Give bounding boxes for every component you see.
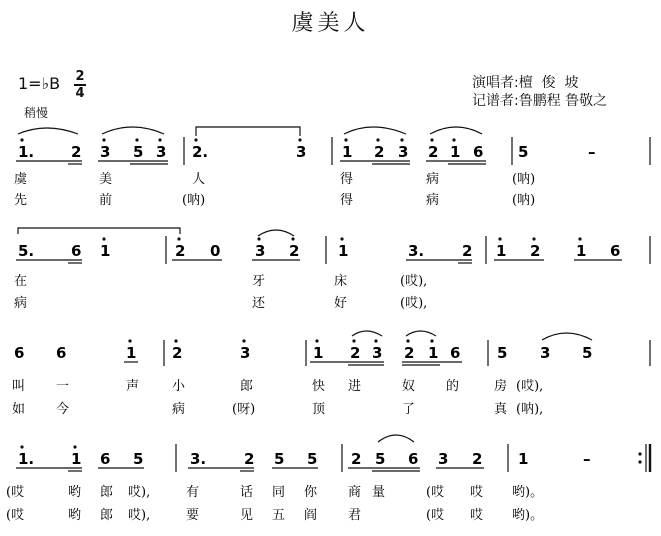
lyric: 病 xyxy=(426,172,440,187)
lyric: 五 xyxy=(272,508,286,523)
note: 3 xyxy=(438,450,449,468)
lyric: 哎 xyxy=(470,508,484,523)
octave-dots xyxy=(20,445,641,463)
time-signature-top: 2 xyxy=(75,69,85,84)
lyric: 了 xyxy=(402,402,416,417)
note: 1 xyxy=(518,450,529,468)
note: 3 xyxy=(398,143,409,161)
lyric: 快 xyxy=(312,379,326,394)
lyric: (哎), xyxy=(400,274,428,289)
beams-slurs xyxy=(124,331,650,366)
note: – xyxy=(583,450,591,468)
lyric: 叫 xyxy=(12,379,26,394)
octave-dots xyxy=(102,237,581,240)
beams-slurs xyxy=(16,127,650,165)
singer-name: 檀 俊 坡 xyxy=(518,75,579,91)
lyric: 在 xyxy=(14,274,28,289)
note: 5 xyxy=(274,450,285,468)
lyric: (呐) xyxy=(512,172,536,187)
note: 1 xyxy=(313,344,324,362)
octave-dots xyxy=(20,138,455,141)
lyric: (哎 xyxy=(426,508,445,523)
note: 2 xyxy=(428,143,439,161)
lyric: 哎 xyxy=(470,485,484,500)
lyric: 美 xyxy=(99,172,113,187)
lyric: (哎 xyxy=(6,485,25,500)
singer-label: 演唱者: xyxy=(472,75,519,91)
note: 2 xyxy=(530,242,541,260)
lyric: 哟 xyxy=(68,508,82,523)
system-1 xyxy=(14,127,650,208)
note: 3 xyxy=(240,344,251,362)
note: 2 xyxy=(71,143,82,161)
lyric: 房 xyxy=(494,379,508,394)
note: 1 xyxy=(450,143,461,161)
lyric: 的 xyxy=(446,379,460,394)
lyric: 声 xyxy=(126,379,140,394)
lyric: 你 xyxy=(304,485,318,500)
note: 5 xyxy=(582,344,593,362)
lyric: 好 xyxy=(334,296,348,311)
lyric: (呐) xyxy=(182,193,206,208)
note: 3 xyxy=(255,242,266,260)
note: 3 xyxy=(540,344,551,362)
note: 5 xyxy=(133,450,144,468)
lyric: 哟)。 xyxy=(512,485,544,500)
note: 6 xyxy=(100,450,111,468)
note: 1 xyxy=(576,242,587,260)
note: 1. xyxy=(18,143,35,161)
lyric: 如 xyxy=(12,402,26,417)
lyric: 人 xyxy=(192,172,206,187)
note: 3 xyxy=(100,143,111,161)
lyric: 虞 xyxy=(14,172,28,187)
lyric: 进 xyxy=(348,379,362,394)
note: 3 xyxy=(156,143,167,161)
lyric: 床 xyxy=(334,274,348,289)
note: 2 xyxy=(351,450,362,468)
lyric: 君 xyxy=(348,508,362,523)
key-signature: 1=♭B xyxy=(18,74,61,93)
note: 1 xyxy=(338,242,349,260)
lyric: (呐), xyxy=(516,402,544,417)
lyric: (哎), xyxy=(516,379,544,394)
lyric: 先 xyxy=(14,193,28,208)
lyric: 哎), xyxy=(128,508,151,523)
note: 6 xyxy=(71,242,82,260)
lyric: 一 xyxy=(56,379,70,394)
note: – xyxy=(588,143,596,161)
lyric: 见 xyxy=(240,508,254,523)
lyric: 奴 xyxy=(402,379,416,394)
note: 6 xyxy=(408,450,419,468)
note: 6 xyxy=(450,344,461,362)
note: 2 xyxy=(289,242,300,260)
note: 1. xyxy=(18,450,35,468)
lyric: (哎 xyxy=(6,508,25,523)
note: 1 xyxy=(126,344,137,362)
lyric: 小 xyxy=(172,379,186,394)
note: 2 xyxy=(172,344,183,362)
note: 2 xyxy=(175,242,186,260)
note: 2. xyxy=(192,143,209,161)
lyric: 要 xyxy=(186,508,200,523)
octave-dots xyxy=(128,339,433,342)
note: 2 xyxy=(374,143,385,161)
note: 3 xyxy=(372,344,383,362)
lyric: 哟)。 xyxy=(512,508,544,523)
note: 3. xyxy=(408,242,425,260)
recorder-label: 记谱者: xyxy=(472,93,519,109)
note: 5. xyxy=(18,242,35,260)
note: 5 xyxy=(497,344,508,362)
lyric: 哟 xyxy=(68,485,82,500)
note: 6 xyxy=(610,242,621,260)
lyric: 得 xyxy=(340,193,354,208)
note: 1 xyxy=(100,242,111,260)
lyric: 郎 xyxy=(100,485,114,500)
note: 5 xyxy=(375,450,386,468)
system-4 xyxy=(6,435,650,523)
lyric: (呀) xyxy=(232,402,256,417)
beams-slurs xyxy=(16,228,650,264)
note: 1 xyxy=(428,344,439,362)
note: 5 xyxy=(307,450,318,468)
note: 6 xyxy=(56,344,67,362)
lyric: 哎), xyxy=(128,485,151,500)
lyric: 病 xyxy=(172,402,186,417)
note: 3 xyxy=(296,143,307,161)
lyric: 商 xyxy=(348,485,362,500)
lyric: 有 xyxy=(186,485,200,500)
lyric: 顶 xyxy=(312,402,326,417)
time-signature-bottom: 4 xyxy=(75,85,85,101)
lyric: 阎 xyxy=(304,508,318,523)
lyric: 牙 xyxy=(252,274,266,289)
lyric: 病 xyxy=(426,193,440,208)
note: 6 xyxy=(473,143,484,161)
note: 2 xyxy=(462,242,473,260)
note: 6 xyxy=(14,344,25,362)
lyric: 郎 xyxy=(100,508,114,523)
lyric: (哎 xyxy=(426,485,445,500)
note: 1 xyxy=(71,450,82,468)
note: 5 xyxy=(518,143,529,161)
note: 3. xyxy=(190,450,207,468)
tempo-marking: 稍慢 xyxy=(24,106,49,120)
lyric: 得 xyxy=(340,172,354,187)
recorder-name: 鲁鹏程 鲁敬之 xyxy=(518,93,608,109)
lyric: 真 xyxy=(494,402,508,417)
beams-slurs xyxy=(16,435,650,472)
lyric: 量 xyxy=(372,485,386,500)
note: 1 xyxy=(342,143,353,161)
lyric: 今 xyxy=(56,402,70,417)
note: 2 xyxy=(350,344,361,362)
note: 2 xyxy=(404,344,415,362)
lyric: 话 xyxy=(240,485,254,500)
system-2 xyxy=(14,228,650,311)
lyric: (呐) xyxy=(512,193,536,208)
note: 2 xyxy=(244,450,255,468)
lyric: 前 xyxy=(99,193,113,208)
lyric: (哎), xyxy=(400,296,428,311)
lyric: 还 xyxy=(252,296,266,311)
note: 1 xyxy=(496,242,507,260)
lyric: 郎 xyxy=(240,379,254,394)
note: 5 xyxy=(133,143,144,161)
song-title: 虞美人 xyxy=(291,11,370,36)
lyric: 同 xyxy=(272,485,286,500)
note: 0 xyxy=(210,242,221,260)
note: 2 xyxy=(472,450,483,468)
system-3 xyxy=(12,331,650,417)
lyric: 病 xyxy=(14,296,28,311)
